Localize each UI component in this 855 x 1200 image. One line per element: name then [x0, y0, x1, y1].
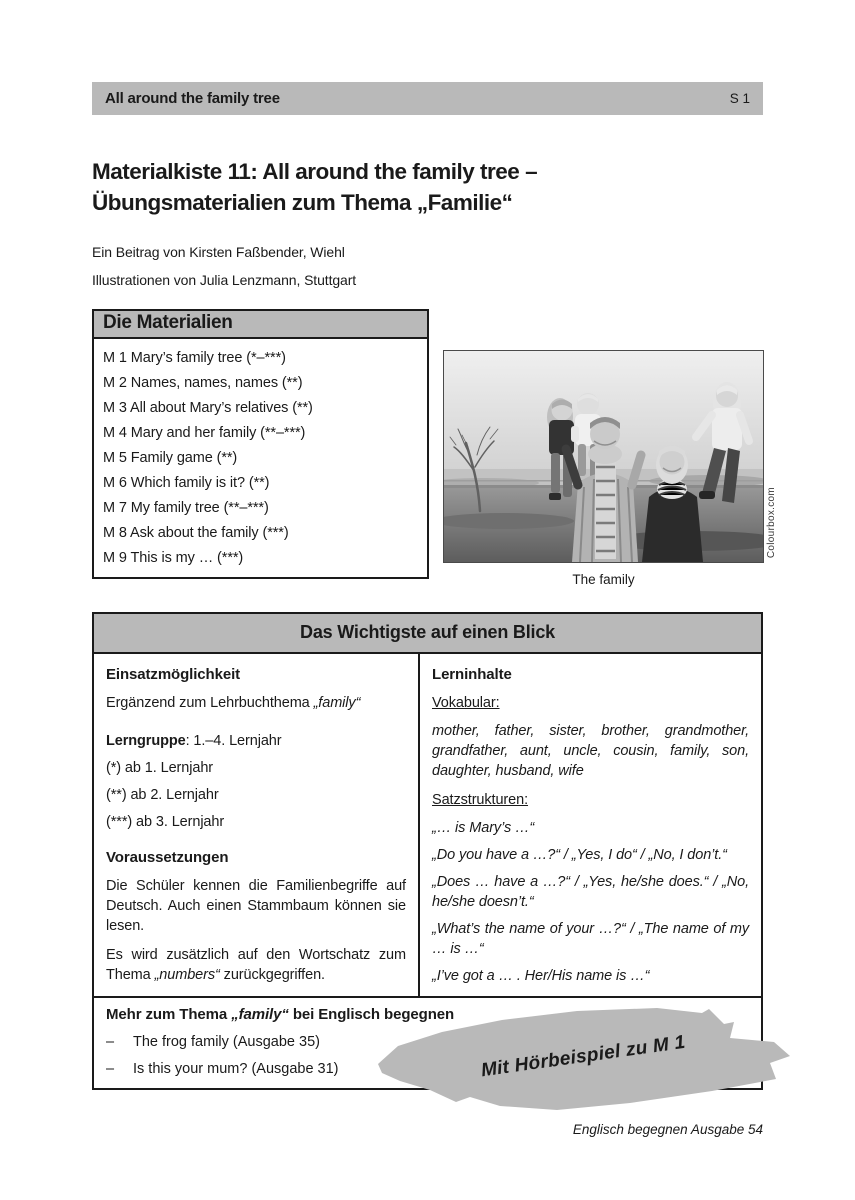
overview-body — [94, 654, 761, 996]
level-line: (**) ab 2. Lernjahr — [106, 787, 219, 803]
voraussetzungen-text-pre: Es wird zusätzlich auf den Wortschatz zum Thema — [106, 947, 406, 983]
lerngruppe-line — [106, 731, 406, 751]
heading-voraussetzungen: Voraussetzungen — [106, 849, 229, 866]
more-heading-pre: Mehr zum Thema — [106, 1006, 232, 1023]
photo-frame — [443, 350, 764, 563]
page-title — [92, 156, 537, 218]
voraussetzungen-text-post: zurückgegriffen. — [219, 967, 325, 983]
page-header-bar — [92, 82, 763, 115]
voraussetzungen-text-quote: „numbers“ — [154, 967, 220, 983]
materials-list-item: M 9 This is my … (***) — [103, 550, 244, 566]
einsatz-text-quote: „family“ — [313, 695, 361, 711]
brush-stroke — [372, 1000, 792, 1118]
banner-text: Mit Hörbeispiel zu M 1 — [479, 1031, 687, 1082]
materials-list-item: M 3 All about Mary’s relatives (**) — [103, 400, 313, 416]
materials-box-title: Die Materialien — [94, 311, 427, 339]
photo-figure — [443, 350, 764, 587]
vocabulary-text: mother, father, sister, brother, grandmother, grandfather, aunt, uncle, cousin, family, son, daughter, husband, wife — [432, 723, 749, 779]
structure-line: „… is Mary’s …“ — [432, 820, 535, 836]
materials-list-item: M 5 Family game (**) — [103, 450, 238, 466]
structure-line: „I’ve got a … . Her/His name is …“ — [432, 968, 650, 984]
materials-list-item: M 2 Names, names, names (**) — [103, 375, 303, 391]
audio-banner — [372, 1000, 792, 1118]
page-title-line1: Materialkiste 11: All around the family tree – — [92, 159, 538, 184]
materials-list-item: M 6 Which family is it? (**) — [103, 475, 270, 491]
header-page-label: S 1 — [729, 91, 750, 106]
more-item-text: Is this your mum? (Ausgabe 31) — [133, 1061, 339, 1077]
more-item-text: The frog family (Ausgabe 35) — [133, 1034, 320, 1050]
overview-right-cell — [420, 654, 761, 996]
materials-list-item: M 7 My family tree (**–***) — [103, 500, 269, 516]
structure-line: „Does … have a …?“ / „Yes, he/she does.“ / „No, he/she doesn’t.“ — [432, 874, 749, 910]
page-footer: Englisch begegnen Ausgabe 54 — [572, 1122, 763, 1137]
materials-list-item: M 4 Mary and her family (**–***) — [103, 425, 306, 441]
byline-illustrator: Illustrationen von Julia Lenzmann, Stuttgart — [92, 272, 357, 288]
materials-list — [94, 339, 427, 577]
heading-einsatzmoeglichkeit: Einsatzmöglichkeit — [106, 666, 241, 683]
einsatz-text — [106, 693, 406, 713]
dash-bullet: – — [106, 1061, 115, 1077]
photo-credit: Colourbox.com — [766, 487, 777, 559]
lerngruppe-label: Lerngruppe — [106, 733, 186, 749]
overview-left-cell — [94, 654, 420, 996]
einsatz-text-pre: Ergänzend zum Lehrbuchthema — [106, 695, 314, 711]
materials-list-item: M 1 Mary’s family tree (*–***) — [103, 350, 286, 366]
level-line: (***) ab 3. Lernjahr — [106, 814, 225, 830]
materials-box — [92, 309, 429, 579]
overview-title: Das Wichtigste auf einen Blick — [94, 614, 761, 654]
materials-list-item: M 8 Ask about the family (***) — [103, 525, 289, 541]
voraussetzungen-text-1: Die Schüler kennen die Familienbegriffe auf Deutsch. Auch einen Stammbaum können sie lesen. — [106, 878, 406, 934]
voraussetzungen-text-2 — [106, 945, 406, 985]
more-heading-post: bei Englisch begegnen — [288, 1006, 455, 1023]
dash-bullet: – — [106, 1034, 115, 1050]
level-line: (*) ab 1. Lernjahr — [106, 760, 214, 776]
satzstrukturen-label: Satzstrukturen: — [432, 792, 529, 808]
vokabular-label: Vokabular: — [432, 695, 500, 711]
header-section-title: All around the family tree — [105, 90, 280, 107]
structure-line: „Do you have a …?“ / „Yes, I do“ / „No, I don’t.“ — [432, 847, 727, 863]
structure-line: „What’s the name of your …?“ / „The name of my … is …“ — [432, 921, 749, 957]
lerngruppe-value: : 1.–4. Lernjahr — [185, 733, 282, 749]
page-title-line2: Übungsmaterialien zum Thema „Familie“ — [92, 190, 513, 215]
photo-caption: The family — [572, 572, 635, 587]
more-heading-quote: „family“ — [231, 1006, 289, 1023]
heading-lerninhalte: Lerninhalte — [432, 666, 512, 683]
byline-author: Ein Beitrag von Kirsten Faßbender, Wiehl — [92, 244, 345, 260]
family-photo — [444, 351, 763, 562]
